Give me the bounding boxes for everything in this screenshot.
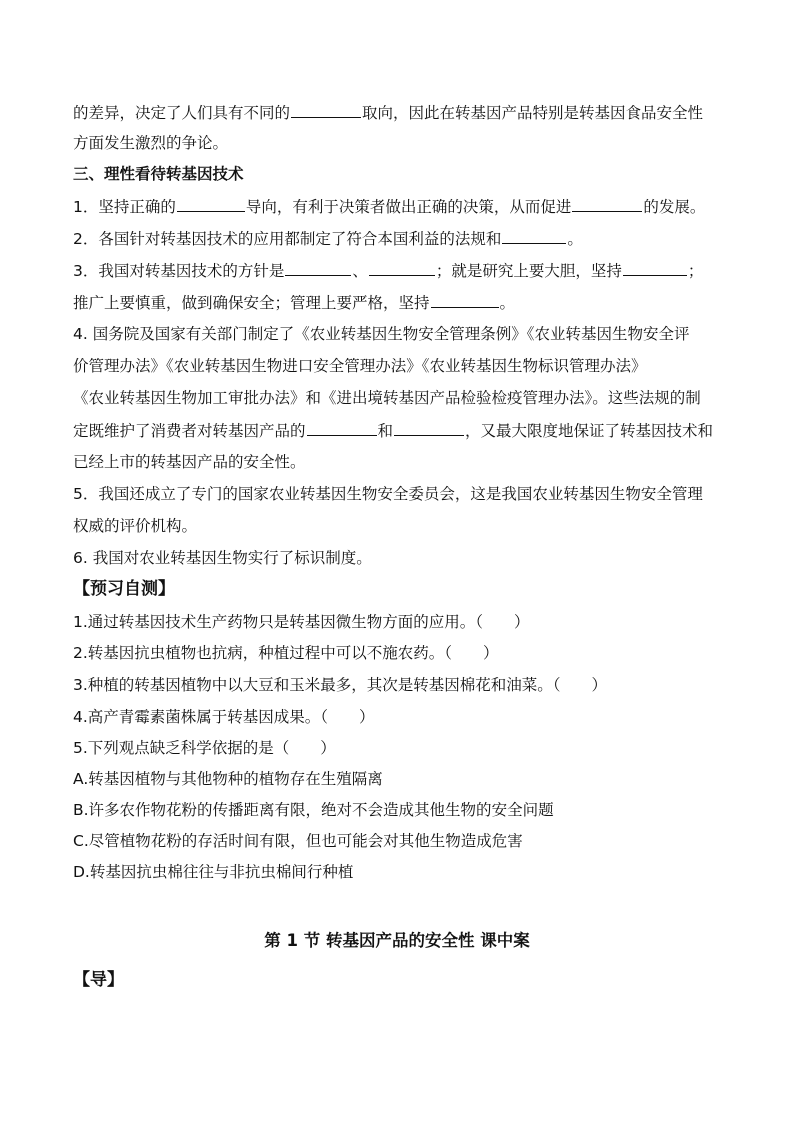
item-1 bbox=[73, 195, 733, 218]
guide-heading: 【导】 bbox=[73, 970, 124, 990]
item-text: 、 bbox=[352, 262, 368, 280]
item-text: 3．我国对转基因技术的方针是 bbox=[73, 262, 285, 280]
fill-blank[interactable] bbox=[177, 195, 245, 212]
question-4: 4.高产青霉素菌株属于转基因成果。（ ） bbox=[73, 708, 375, 726]
item-text: 1．坚持正确的 bbox=[73, 198, 176, 216]
item-text: 定既维护了消费者对转基因产品的 bbox=[73, 422, 306, 440]
item-4-line-4 bbox=[73, 419, 733, 442]
fill-blank[interactable] bbox=[307, 419, 377, 436]
question-5: 5.下列观点缺乏科学依据的是（ ） bbox=[73, 739, 336, 757]
option-c: C.尽管植物花粉的存活时间有限，但也可能会对其他生物造成危害 bbox=[73, 832, 523, 850]
fill-blank[interactable] bbox=[369, 259, 435, 276]
option-d: D.转基因抗虫棉往往与非抗虫棉间行种植 bbox=[73, 863, 354, 881]
item-4-line-5: 已经上市的转基因产品的安全性。 bbox=[73, 453, 306, 471]
item-text: 推广上要慎重，做到确保安全；管理上要严格，坚持 bbox=[73, 294, 430, 312]
intro-line-1 bbox=[73, 101, 733, 124]
fill-blank[interactable] bbox=[572, 195, 642, 212]
intro-text: 的差异，决定了人们具有不同的 bbox=[73, 104, 291, 122]
item-4-line-2: 价管理办法》《农业转基因生物进口安全管理办法》《农业转基因生物标识管理办法》 bbox=[73, 357, 647, 375]
question-2: 2.转基因抗虫植物也抗病，种植过程中可以不施农药。（ ） bbox=[73, 644, 499, 662]
question-1: 1.通过转基因技术生产药物只是转基因微生物方面的应用。（ ） bbox=[73, 613, 530, 631]
fill-blank[interactable] bbox=[623, 259, 687, 276]
lesson-title: 第 1 节 转基因产品的安全性 课中案 bbox=[264, 931, 530, 950]
question-3: 3.种植的转基因植物中以大豆和玉米最多，其次是转基因棉花和油菜。（ ） bbox=[73, 676, 608, 694]
item-text: 。 bbox=[499, 294, 516, 312]
item-text: 。 bbox=[567, 230, 583, 248]
item-text: 和 bbox=[377, 422, 394, 440]
fill-blank[interactable] bbox=[291, 101, 361, 118]
fill-blank[interactable] bbox=[502, 227, 566, 244]
item-3 bbox=[73, 259, 733, 282]
intro-text: 取向，因此在转基因产品特别是转基因食品安全性 bbox=[362, 104, 704, 122]
item-text: ；就是研究上要大胆，坚持 bbox=[435, 262, 622, 280]
item-text: 2．各国针对转基因技术的应用都制定了符合本国利益的法规和 bbox=[73, 230, 502, 248]
item-2 bbox=[73, 227, 733, 250]
selftest-heading: 【预习自测】 bbox=[73, 579, 175, 599]
item-3-cont bbox=[73, 291, 733, 314]
item-4-line-1: 4. 国务院及国家有关部门制定了《农业转基因生物安全管理条例》《农业转基因生物安全评 bbox=[73, 325, 690, 343]
fill-blank[interactable] bbox=[285, 259, 351, 276]
item-5-line-2: 权威的评价机构。 bbox=[73, 517, 198, 535]
option-b: B.许多农作物花粉的传播距离有限，绝对不会造成其他生物的安全问题 bbox=[73, 801, 554, 819]
item-4-line-3: 《农业转基因生物加工审批办法》和《进出境转基因产品检验检疫管理办法》。这些法规的制 bbox=[73, 389, 701, 407]
item-5-line-1: 5．我国还成立了专门的国家农业转基因生物安全委员会，这是我国农业转基因生物安全管理 bbox=[73, 485, 703, 503]
fill-blank[interactable] bbox=[431, 291, 499, 308]
option-a: A.转基因植物与其他物种的植物存在生殖隔离 bbox=[73, 770, 383, 788]
intro-line-2: 方面发生激烈的争论。 bbox=[73, 134, 229, 152]
item-text: 的发展。 bbox=[643, 198, 706, 216]
item-6: 6. 我国对农业转基因生物实行了标识制度。 bbox=[73, 549, 372, 567]
section-heading: 三、理性看待转基因技术 bbox=[73, 165, 244, 183]
fill-blank[interactable] bbox=[394, 419, 464, 436]
item-text: ，又最大限度地保证了转基因技术和 bbox=[465, 422, 714, 440]
item-text: 导向，有利于决策者做出正确的决策，从而促进 bbox=[245, 198, 572, 216]
item-text: ； bbox=[687, 262, 704, 280]
